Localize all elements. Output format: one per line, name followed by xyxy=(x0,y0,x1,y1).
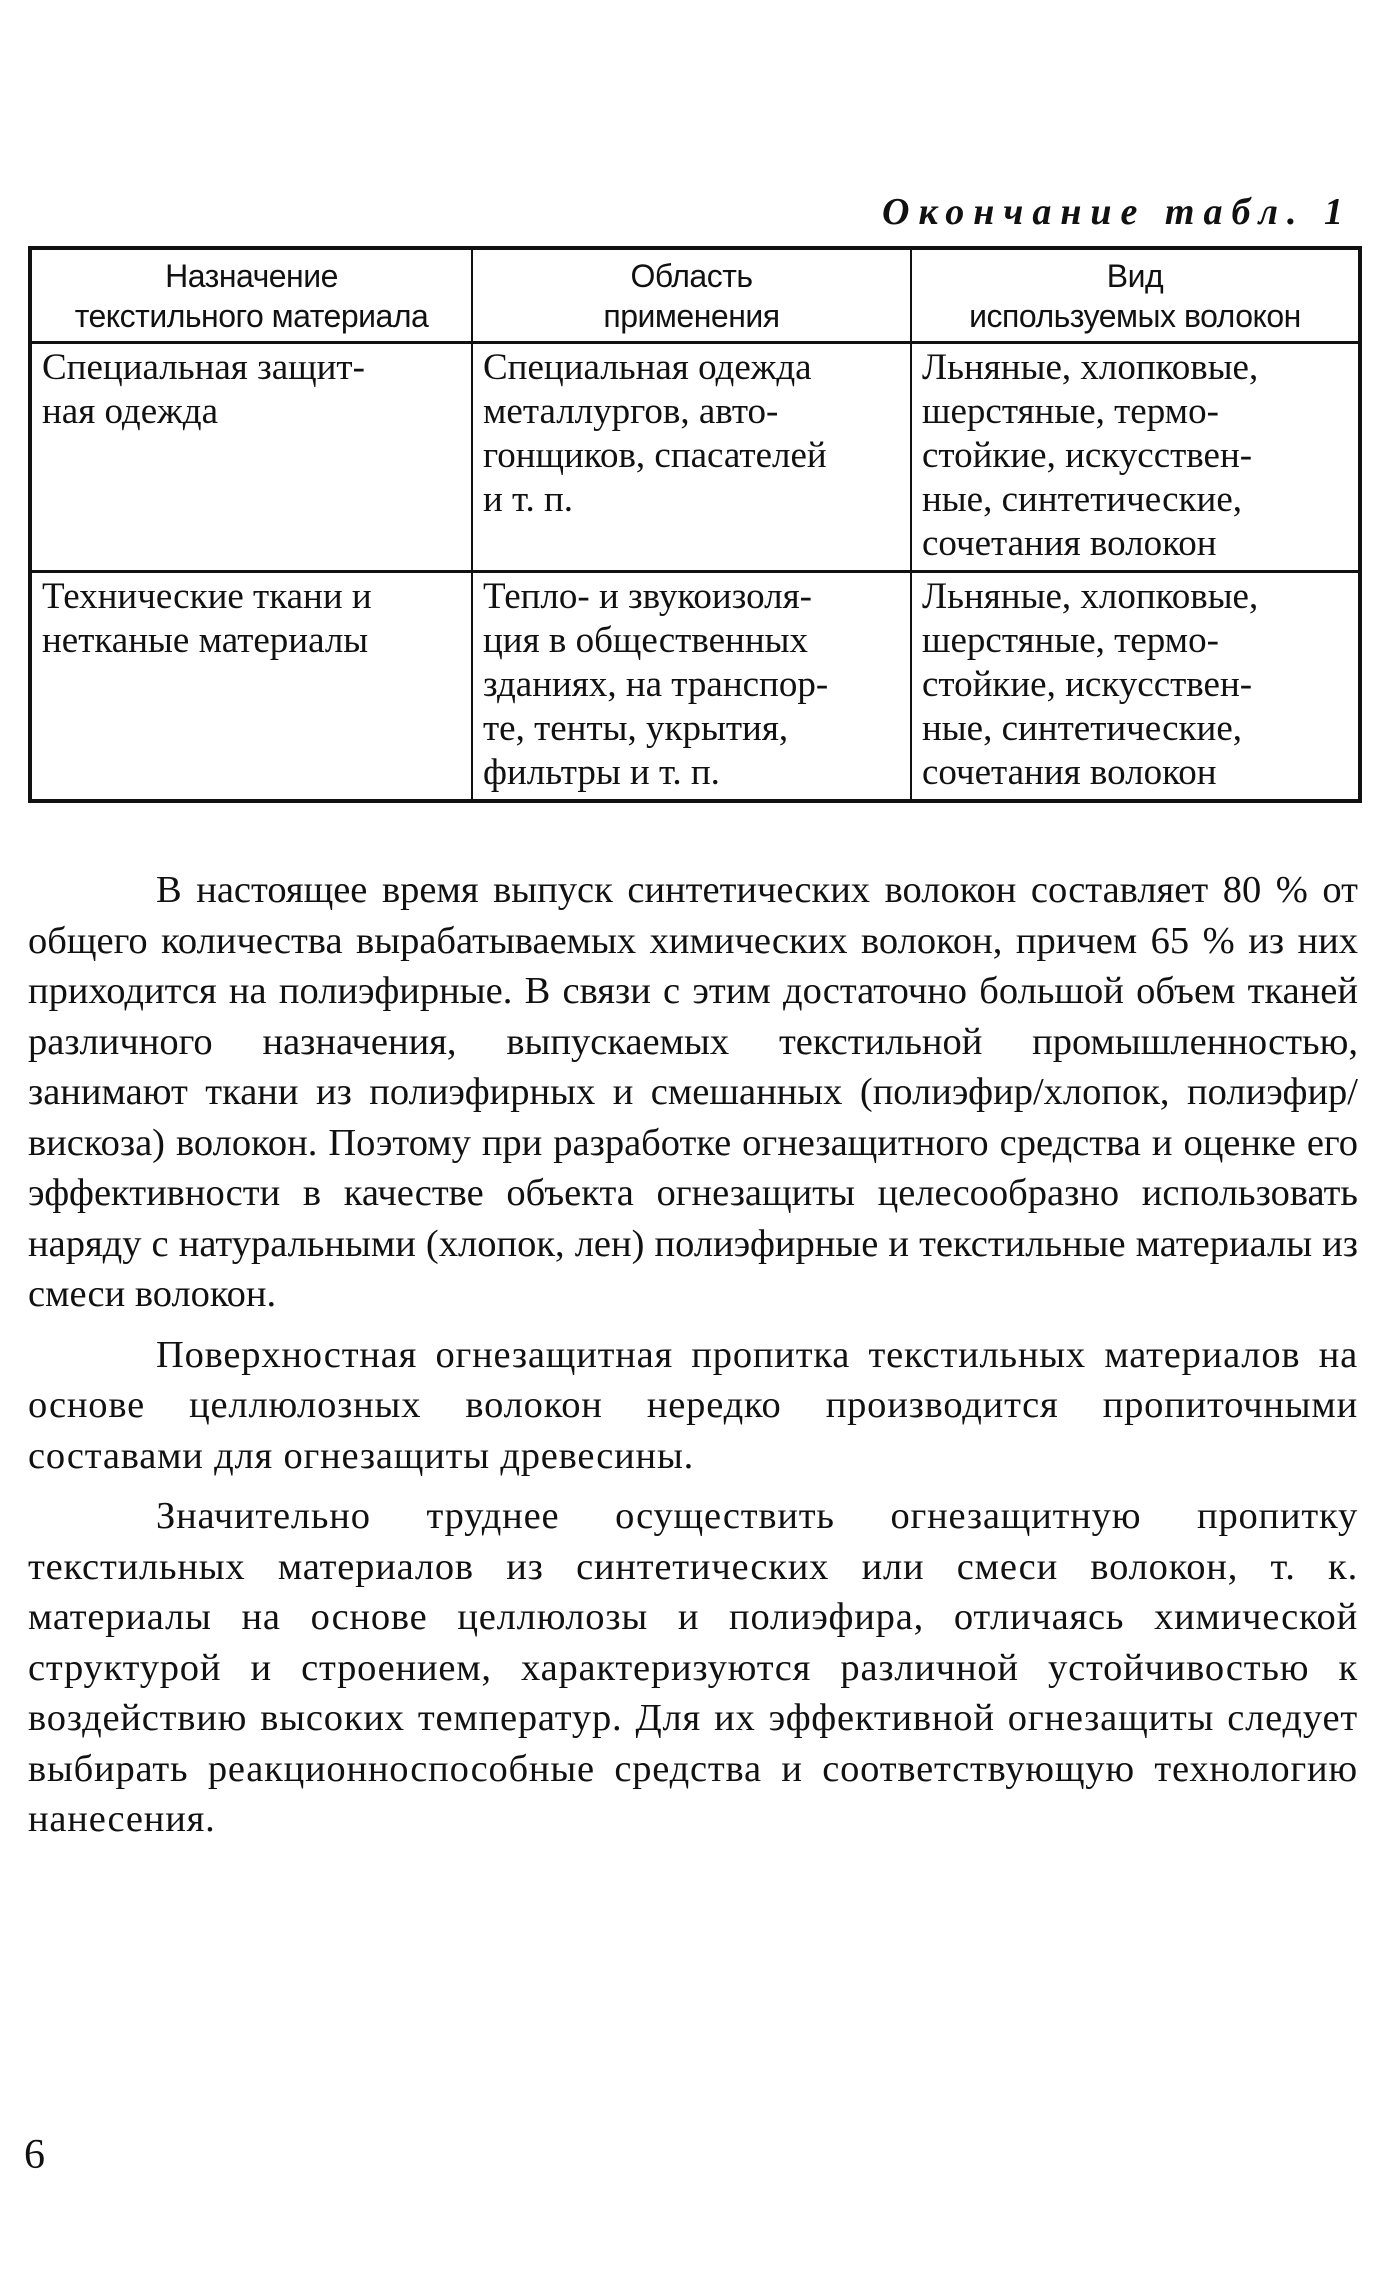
table-row xyxy=(30,343,1360,572)
cell-purpose: Технические ткани и нетканые материалы xyxy=(30,572,472,802)
page-number: 6 xyxy=(24,2132,45,2178)
cell-application: Тепло- и звукоизоля- ция в общественных зданиях, на транспор- те, тенты, укрытия, фильтры и т. п. xyxy=(472,572,911,802)
cell-fibers: Льняные, хлопковые, шерстяные, термо- стойкие, искусствен- ные, синтетические, сочетания волокон xyxy=(911,343,1360,572)
body-text xyxy=(28,865,1358,1845)
paragraph: Поверхностная огнезащитная пропитка текстильных материалов на основе целлюлозных волокон нередко производится пропиточными составами для огнезащиты древесины. xyxy=(28,1333,1358,1477)
cell-purpose: Специальная защит- ная одежда xyxy=(30,343,472,572)
table-row xyxy=(30,572,1360,802)
cell-application: Специальная одежда металлургов, авто- гонщиков, спасателей и т. п. xyxy=(472,343,911,572)
table-header-row xyxy=(30,248,1360,343)
header-fibers: Вид используемых волокон xyxy=(911,248,1360,343)
header-purpose: Назначение текстильного материала xyxy=(30,248,472,343)
header-application: Область применения xyxy=(472,248,911,343)
table-caption: Окончание табл. 1 xyxy=(882,191,1352,233)
page-content xyxy=(28,190,1358,1855)
paragraph: Значительно труднее осуществить огнезащитную пропитку текстильных материалов из синтетических или смеси волокон, т. к. материалы на основе целлюлозы и полиэфира, отличаясь химической структурой и строением, характеризуются различной устойчивостью к воздействию высоких температур. Для их эффективной огнезащиты следует выбирать реакционноспособные средства и соответствующую технологию нанесения. xyxy=(28,1495,1358,1840)
paragraph: В настоящее время выпуск синтетических волокон составляет 80 % от общего количества вырабатываемых химических волокон, причем 65 % из них приходится на полиэфирные. В связи с этим достаточно большой объем тканей различного назначения, выпускаемых текстильной промышленностью, занимают ткани из полиэфирных и смешанных (полиэфир/хлопок, полиэфир/вискоза) волокон. Поэтому при разработке огнезащитного средства и оценке его эффективности в качестве объекта огнезащиты целесообразно использовать наряду с натуральными (хлопок, лен) полиэфирные и текстильные материалы из смеси волокон. xyxy=(28,869,1358,1315)
cell-fibers: Льняные, хлопковые, шерстяные, термо- стойкие, искусствен- ные, синтетические, сочетания волокон xyxy=(911,572,1360,802)
fiber-table xyxy=(28,246,1362,803)
